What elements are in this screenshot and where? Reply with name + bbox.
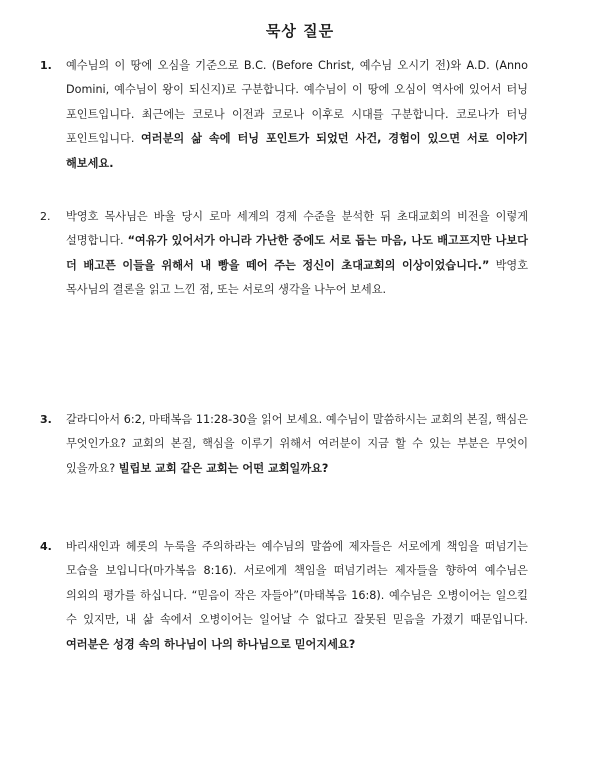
question-1 (40, 54, 528, 176)
question-number: 4. (40, 540, 52, 553)
question-4 (40, 535, 528, 657)
question-number: 3. (40, 413, 52, 426)
question-text: 갈라디아서 6:2, 마태복음 11:28-30을 읽어 보세요. 예수님이 말씀하시는 교회의 본질, 핵심은 무엇인가요? 교회의 본질, 핵심을 이루기 위해서 여러분이 지금 할 수 있는 부분은 무엇이 있을까요? 빌립보 교회 같은 교회는 어떤 교회일까요? (66, 413, 528, 475)
question-text: 바리새인과 헤롯의 누룩을 주의하라는 예수님의 말씀에 제자들은 서로에게 책임을 떠넘기는 모습을 보입니다(마가복음 8:16). 서로에게 책임을 떠넘기려는 제자들을 향하여 예수님은 의외의 평가를 하십니다. “믿음이 작은 자들아”(마태복음 16:8). 예수님은 오병이어는 일으킬 수 있지만, 내 삶 속에서 오병이어는 일어날 수 없다고 잘못된 믿음을 가졌기 때문입니다. 여러분은 성경 속의 하나님이 나의 하나님으로 믿어지세요? (66, 540, 528, 651)
page-title: 묵상 질문 (265, 22, 335, 40)
question-number: 2. (40, 210, 51, 223)
question-3 (40, 408, 528, 481)
question-text: 예수님의 이 땅에 오심을 기준으로 B.C. (Before Christ, 예수님 오시기 전)와 A.D. (Anno Domini, 예수님이 왕이 되신지)로 구분합니다. 예수님이 이 땅에 오심이 역사에 있어서 터닝 포인트입니다. 최근에는 코로나 이전과 코로나 이후로 시대를 구분합니다. 코로나가 터닝 포인트입니다. 여러분의 삶 속에 터닝 포인트가 되었던 사건, 경험이 있으면 서로 이야기 해보세요. (66, 59, 528, 170)
question-2 (40, 205, 528, 303)
question-text: 박영호 목사님은 바울 당시 로마 세계의 경제 수준을 분석한 뒤 초대교회의 비전을 이렇게 설명합니다. “여유가 있어서가 아니라 가난한 중에도 서로 돕는 마음, 나도 배고프지만 나보다 더 배고픈 이들을 위해서 내 빵을 떼어 주는 정신이 초대교회의 이상이었습니다.” 박영호 목사님의 결론을 읽고 느낀 점, 또는 서로의 생각을 나누어 보세요. (66, 210, 528, 297)
question-emphasis: “여유가 있어서가 아니라 가난한 중에도 서로 돕는 마음, 나도 배고프지만 나보다 더 배고픈 이들을 위해서 내 빵을 떼어 주는 정신이 초대교회의 이상이었습니다.” (66, 234, 528, 272)
question-emphasis: 빌립보 교회 같은 교회는 어떤 교회일까요? (118, 461, 329, 475)
question-emphasis: 여러분의 삶 속에 터닝 포인트가 되었던 사건, 경험이 있으면 서로 이야기 해보세요. (66, 132, 528, 170)
question-number: 1. (40, 59, 52, 72)
question-emphasis: 여러분은 성경 속의 하나님이 나의 하나님으로 믿어지세요? (66, 637, 356, 651)
